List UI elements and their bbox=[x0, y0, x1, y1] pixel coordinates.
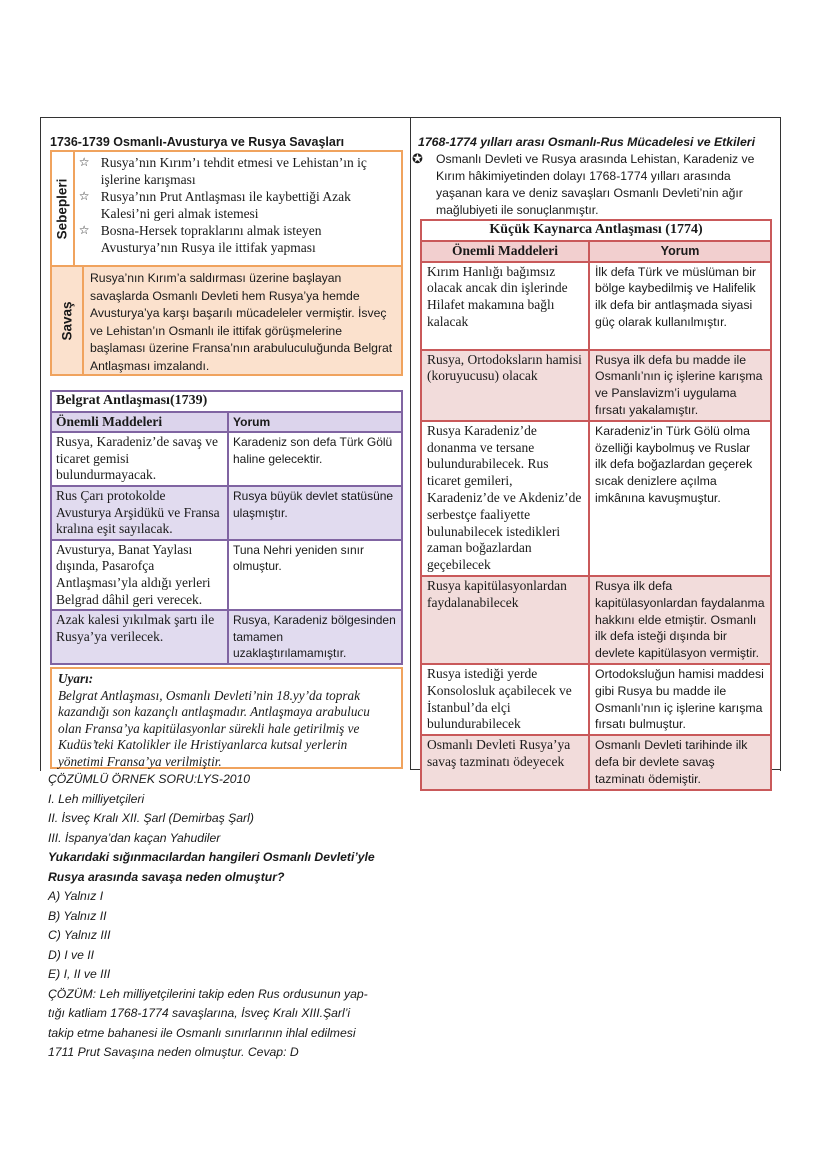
comment-cell: Osmanlı Devleti tarihinde ilk defa bir devlete savaş tazminatı ödemiştir. bbox=[589, 735, 771, 789]
kaynarca-col2: Yorum bbox=[589, 241, 771, 262]
left-title: 1736-1739 Osmanlı-Avusturya ve Rusya Savaşları bbox=[50, 135, 345, 149]
star-icon: ☆ bbox=[78, 189, 90, 203]
article-cell: Rusya Karadeniz’de donanma ve tersane bulundurabilecek. Rus ticaret gemileri, Karadeniz’de ve Akdeniz’de serbestçe faaliyette bulunabilecek istedikleri zaman boğazlardan geçebilecek bbox=[421, 421, 589, 576]
cause-text: Rusya’nın Prut Antlaşması ile kaybettiği Azak Kalesi’ni geri almak istemesi bbox=[100, 189, 351, 221]
table-row bbox=[51, 610, 402, 664]
question-item: I. Leh milliyetçileri bbox=[48, 791, 145, 806]
causes-war-box bbox=[50, 150, 403, 376]
comment-cell: İlk defa Türk ve müslüman bir bölge kaybedilmiş ve Halifelik ilk defa bir antlaşmada siyasi güç olarak kullanılmıştır. bbox=[589, 262, 771, 350]
causes-section bbox=[52, 152, 401, 267]
comment-cell: Ortodoksluğun hamisi maddesi gibi Rusya bu madde ile Osmanlı’nın iç işlerine karışma fırsatı bulmuştur. bbox=[589, 664, 771, 735]
warning-text: Belgrat Antlaşması, Osmanlı Devleti’nin 18.yy’da toprak kazandığı son kazançlı antlaşmadır. Antlaşmaya arabulucu olan Fransa’ya kapitülasyonlar sürekli hale getirilmiş ve Kudüs’teki Katolikler ile Hristiyanlarca kutsal yerlerin yönetimi Fransa’ya verilmiştir. bbox=[58, 687, 370, 769]
war-label: Savaş bbox=[59, 300, 75, 341]
causes-list bbox=[75, 152, 401, 265]
comment-cell: Rusya büyük devlet statüsüne ulaşmıştır. bbox=[228, 486, 402, 540]
kaynarca-col1: Önemli Maddeleri bbox=[421, 241, 589, 262]
article-cell: Rusya, Karadeniz’de savaş ve ticaret gemisi bulundurmayacak. bbox=[51, 432, 228, 486]
answer-option: B) Yalnız II bbox=[48, 908, 107, 923]
question-item: III. İspanya’dan kaçan Yahudiler bbox=[48, 830, 221, 845]
question-header: ÇÖZÜMLÜ ÖRNEK SORU:LYS-2010 bbox=[48, 772, 251, 786]
article-cell: Rusya kapitülasyonlardan faydalanabilecek bbox=[421, 576, 589, 664]
comment-cell: Rusya, Karadeniz bölgesinden tamamen uzaklaştırılamamıştır. bbox=[228, 610, 402, 664]
article-cell: Rusya istediği yerde Konsolosluk açabilecek ve İstanbul’da elçi bulundurabilecek bbox=[421, 664, 589, 735]
war-label-cell bbox=[52, 267, 84, 374]
article-cell: Azak kalesi yıkılmak şartı ile Rusya’ya verilecek. bbox=[51, 610, 228, 664]
table-row bbox=[421, 421, 771, 576]
cause-item bbox=[79, 222, 397, 256]
causes-label: Sebepleri bbox=[54, 178, 70, 239]
table-row bbox=[421, 576, 771, 664]
comment-cell: Karadeniz son defa Türk Gölü haline gelecektir. bbox=[228, 432, 402, 486]
kaynarca-title: Küçük Kaynarca Antlaşması (1774) bbox=[421, 220, 771, 241]
flower-bullet-icon: ✪ bbox=[412, 151, 423, 166]
question-stem: Yukarıdaki sığınmacılardan hangileri Osmanlı Devleti’yle bbox=[48, 850, 375, 864]
column-divider bbox=[410, 117, 411, 770]
sample-question bbox=[48, 770, 375, 1063]
comment-cell: Rusya ilk defa bu madde ile Osmanlı’nın iç işlerine karışma ve Panslavizm’i uygulama fırsatı yakalamıştır. bbox=[589, 350, 771, 421]
article-cell: Rusya, Ortodoksların hamisi (koruyucusu) olacak bbox=[421, 350, 589, 421]
belgrat-col2: Yorum bbox=[228, 412, 402, 433]
comment-cell: Karadeniz’in Türk Gölü olma özelliği kaybolmuş ve Ruslar ilk defa boğazlardan geçerek sıcak denizlere açılma imkânına kavuşmuştur. bbox=[589, 421, 771, 576]
article-cell: Osmanlı Devleti Rusya’ya savaş tazminatı ödeyecek bbox=[421, 735, 589, 789]
war-text: Rusya’nın Kırım’a saldırması üzerine başlayan savaşlarda Osmanlı Devleti hem Rusya’ya hemde Avusturya’ya karşı başarılı mücadeleler vermiştir. İsveç ve Lehistan’ın Osmanlı ile ittifak görüşmelerine başlaması üzerine Fransa’nın arabuluculuğunda Belgrat Antlaşması imzalandı. bbox=[84, 267, 401, 374]
star-icon: ☆ bbox=[78, 223, 90, 237]
answer-option: C) Yalnız III bbox=[48, 928, 111, 942]
belgrat-col1: Önemli Maddeleri bbox=[51, 412, 228, 433]
article-cell: Kırım Hanlığı bağımsız olacak ancak din işlerinde Hilafet makamına bağlı kalacak bbox=[421, 262, 589, 350]
star-icon: ☆ bbox=[78, 155, 90, 169]
solution-line: 1711 Prut Savaşına neden olmuştur. Cevap: D bbox=[48, 1045, 299, 1059]
answer-option: A) Yalnız I bbox=[48, 889, 104, 903]
solution-line: ÇÖZÜM: Leh milliyetçilerini takip eden Rus ordusunun yap- bbox=[48, 986, 368, 1001]
question-stem: Rusya arasında savaşa neden olmuştur? bbox=[48, 869, 285, 884]
kaynarca-table bbox=[420, 219, 772, 791]
answer-option: D) I ve II bbox=[48, 947, 95, 962]
right-title: 1768-1774 yılları arası Osmanlı-Rus Mücadelesi ve Etkileri bbox=[418, 135, 755, 149]
war-section bbox=[52, 267, 401, 374]
cause-text: Rusya’nın Kırım’ı tehdit etmesi ve Lehistan’ın iç işlerine karışması bbox=[100, 155, 367, 187]
table-row bbox=[421, 262, 771, 350]
cause-item bbox=[79, 188, 397, 222]
cause-item bbox=[79, 154, 397, 188]
right-intro: Osmanlı Devleti ve Rusya arasında Lehistan, Karadeniz ve Kırım hâkimiyetinden dolayı 1768-1774 yılları arasında yaşanan kara ve deniz savaşları Osmanlı Devleti’nin ağır mağlubiyeti ile sonuçlanmıştır. bbox=[436, 152, 755, 217]
causes-label-cell bbox=[52, 152, 75, 265]
comment-cell: Tuna Nehri yeniden sınır olmuştur. bbox=[228, 540, 402, 610]
article-cell: Avusturya, Banat Yaylası dışında, Pasarofça Antlaşması’yla aldığı yerleri Belgrad dâhil geri verecek. bbox=[51, 540, 228, 610]
table-row bbox=[51, 432, 402, 486]
warning-title: Uyarı: bbox=[58, 671, 94, 686]
table-row bbox=[421, 664, 771, 735]
answer-option: E) I, II ve III bbox=[48, 967, 111, 981]
table-row bbox=[51, 540, 402, 610]
belgrat-table bbox=[50, 390, 403, 665]
belgrat-title: Belgrat Antlaşması(1739) bbox=[51, 391, 402, 412]
question-item: II. İsveç Kralı XII. Şarl (Demirbaş Şarl) bbox=[48, 811, 254, 825]
table-row bbox=[51, 486, 402, 540]
table-row bbox=[421, 350, 771, 421]
table-row bbox=[421, 735, 771, 789]
solution-line: tığı katliam 1768-1774 savaşlarına, İsveç Kralı XIII.Şarl’i bbox=[48, 1006, 351, 1020]
solution-line: takip etme bahanesi ile Osmanlı sınırlarının ihlal edilmesi bbox=[48, 1025, 356, 1040]
warning-box bbox=[50, 667, 403, 769]
cause-text: Bosna-Hersek topraklarını almak isteyen Avusturya’nın Rusya ile ittifak yapması bbox=[100, 223, 322, 255]
article-cell: Rus Çarı protokolde Avusturya Arşidükü ve Fransa kralına eşit sayılacak. bbox=[51, 486, 228, 540]
comment-cell: Rusya ilk defa kapitülasyonlardan faydalanma hakkını elde etmiştir. Osmanlı ilk defa isteği dışında bir devlete kapitülasyon vermiştir. bbox=[589, 576, 771, 664]
